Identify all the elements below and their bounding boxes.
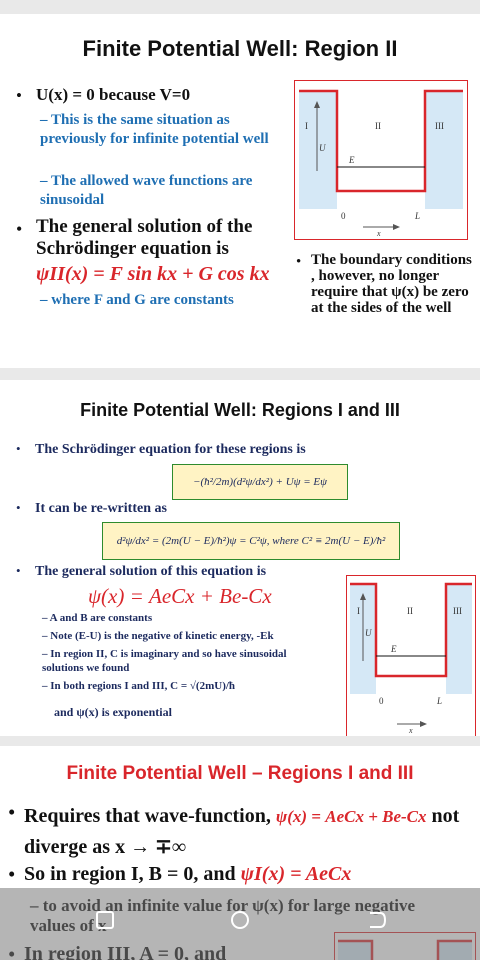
region-3-fill <box>446 584 472 694</box>
xl-label: L <box>415 211 421 221</box>
bullet-boundary-conditions: The boundary conditions , however, no longer require that ψ(x) be zero at the sides of the well <box>311 252 472 316</box>
finite-well-figure <box>294 80 468 240</box>
bullet-dot: • <box>16 86 22 105</box>
region-label-2: II <box>375 121 381 131</box>
x-axis-label: x <box>377 229 381 238</box>
bullet-dot: • <box>8 862 16 886</box>
equation-schrodinger: −(ħ²/2m)(d²ψ/dx²) + Uψ = Eψ <box>172 464 348 500</box>
equation-region-1: ψI(x) = AeCx <box>240 863 352 885</box>
equation-general: ψ(x) = AeCx + Be-Cx <box>275 807 427 826</box>
region-label-2: II <box>407 606 413 616</box>
region-label-1: I <box>357 606 360 616</box>
subpoint-region-2-imaginary: – In region II, C is imaginary and so have sinusoidal solutions we found <box>42 648 287 674</box>
e-label: E <box>391 644 397 654</box>
subpoint-exponential: and ψ(x) is exponential <box>54 705 172 719</box>
slide-title: Finite Potential Well: Region II <box>82 36 398 61</box>
u-label: U <box>365 628 372 638</box>
slide-title: Finite Potential Well – Regions I and III <box>66 763 414 784</box>
e-label: E <box>349 155 355 165</box>
x0-label: 0 <box>341 211 346 221</box>
xl-label: L <box>437 696 443 706</box>
slide-regions-1-3 <box>0 380 480 736</box>
region-label-3: III <box>435 121 444 131</box>
region-3-fill <box>425 91 463 209</box>
equation-rewritten: d²ψ/dx² = (2m(U − E)/ħ²)ψ = C²ψ, where C² ≡ 2m(U − E)/ħ² <box>102 522 400 560</box>
recent-apps-icon[interactable] <box>90 908 120 932</box>
system-navigation-bar <box>0 888 480 960</box>
region-label-1: I <box>305 121 308 131</box>
subpoint-kinetic-energy: – Note (E-U) is the negative of kinetic energy, -Ek <box>42 630 274 642</box>
bullet-dot: • <box>8 800 16 824</box>
subpoint-infinite-well: – This is the same situation as previously for infinite potential well <box>40 112 269 147</box>
u-label: U <box>319 143 326 153</box>
bullet-dot: • <box>16 563 21 578</box>
bullet-schrodinger-regions: The Schrödinger equation for these regions is <box>35 442 306 457</box>
x-axis-arrow-head <box>393 224 400 230</box>
bullet-general-solution: The general solution of the Schrödinger equation is <box>36 216 253 259</box>
subpoint-sinusoidal: – The allowed wave functions are sinusoidal <box>40 173 253 208</box>
bullet-rewritten: It can be re-written as <box>35 501 167 516</box>
bullet-potential-zero: U(x) = 0 because V=0 <box>36 85 191 104</box>
finite-well-diagram <box>347 576 475 736</box>
bullet-dot: • <box>16 441 21 456</box>
bullet-no-diverge <box>24 801 474 862</box>
finite-well-figure <box>346 575 476 736</box>
equation-region-2: ψII(x) = F sin kx + G cos kx <box>36 263 270 285</box>
bullet-region-1 <box>24 863 474 886</box>
x0-label: 0 <box>379 696 384 706</box>
region-1-fill <box>299 91 337 209</box>
subpoint-c-value: – In both regions I and III, C = √(2mU)/ħ <box>42 680 236 692</box>
slide-title: Finite Potential Well: Regions I and III <box>80 400 400 420</box>
bullet-general-solution: The general solution of this equation is <box>35 564 267 579</box>
x-axis-label: x <box>409 726 413 735</box>
subpoint-constants: – where F and G are constants <box>40 292 234 308</box>
bullet-no-diverge-tail: not diverge as x → ∓∞ <box>24 805 460 858</box>
bullet-dot: • <box>296 254 302 270</box>
home-icon[interactable] <box>225 908 255 932</box>
subpoint-constants: – A and B are constants <box>42 612 153 624</box>
bullet-region-1-text: So in region I, B = 0, and <box>24 863 236 885</box>
back-icon[interactable] <box>360 908 390 932</box>
bullet-dot: • <box>16 500 21 515</box>
finite-well-diagram <box>295 81 467 239</box>
bullet-no-diverge-text: Requires that wave-function, <box>24 805 271 827</box>
bullet-dot: • <box>16 219 23 239</box>
slide-region-2 <box>0 14 480 368</box>
equation-exponential: ψ(x) = AeCx + Be-Cx <box>88 584 272 608</box>
x-axis-arrow-head <box>420 721 427 727</box>
region-label-3: III <box>453 606 462 616</box>
